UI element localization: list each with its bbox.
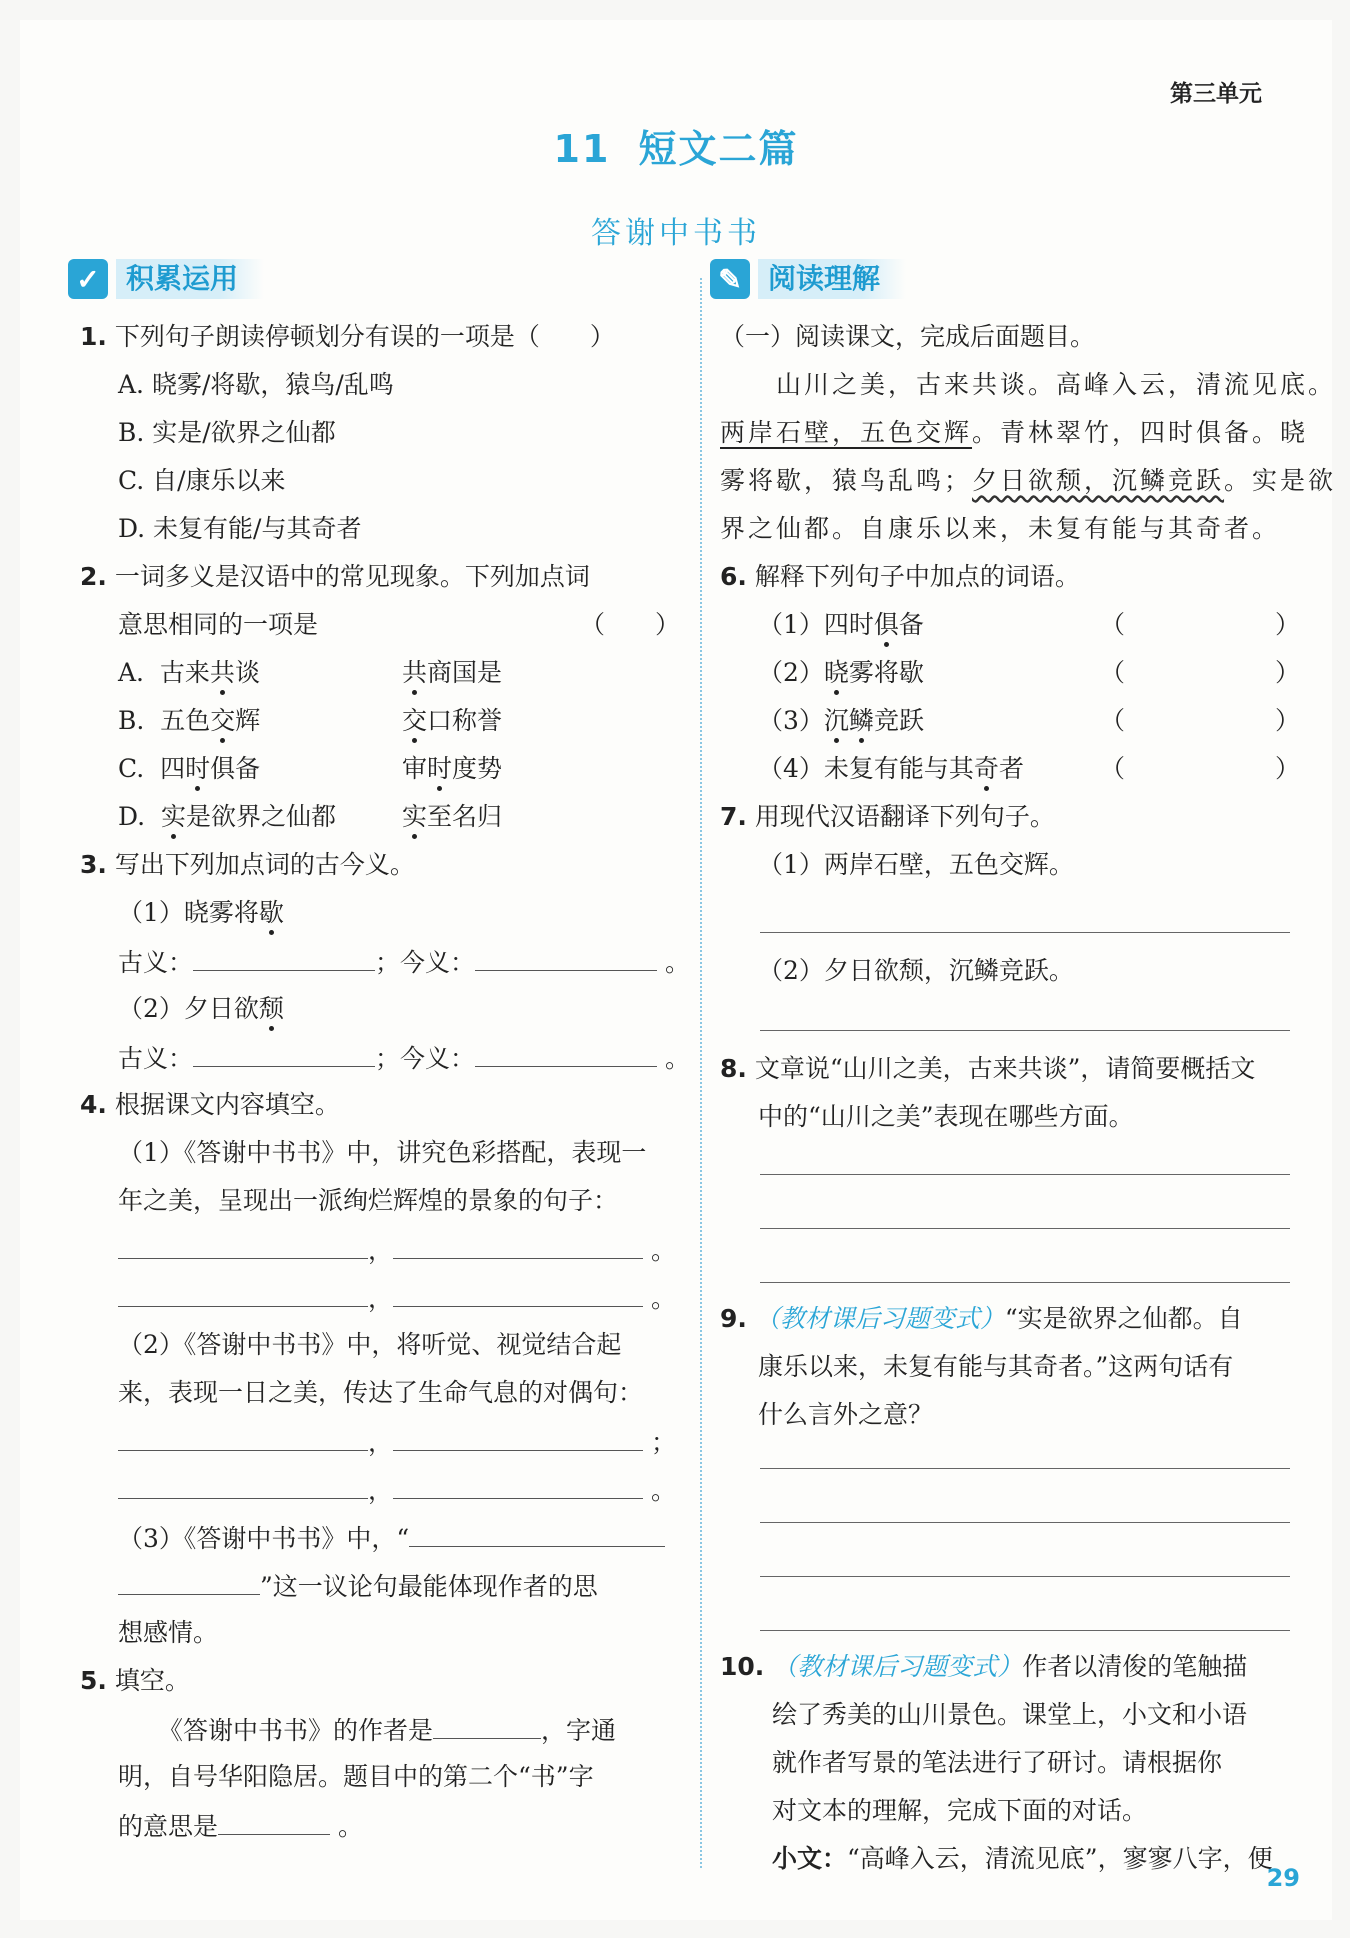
- question-3: 3. 写出下列加点词的古今义。: [80, 850, 415, 879]
- blank-fill[interactable]: [409, 1520, 665, 1547]
- blank-fill[interactable]: [393, 1232, 643, 1259]
- q10-line3: 就作者写景的笔法进行了研讨。请根据你: [772, 1748, 1223, 1777]
- blank-ancient-meaning-1[interactable]: [193, 944, 375, 971]
- blank-fill[interactable]: [118, 1472, 368, 1499]
- q4-part3-line3: 想感情。: [118, 1618, 219, 1647]
- section-header-accumulation: [68, 256, 264, 302]
- answer-line[interactable]: [760, 1522, 1290, 1523]
- q1-option-b[interactable]: B. 实是/欲界之仙都: [118, 418, 336, 447]
- q4-part3-line1: （3）《答谢中书书》中，“: [118, 1520, 665, 1556]
- q2-option-c[interactable]: C. 四时俱备: [118, 754, 261, 783]
- q10-line4: 对文本的理解，完成下面的对话。: [772, 1796, 1148, 1825]
- blank-fill[interactable]: [393, 1424, 643, 1451]
- q8-line2: 中的“山川之美”表现在哪些方面。: [758, 1102, 1134, 1131]
- passage-line-1: 山川之美，古来共谈。高峰入云，清流见底。: [776, 370, 1337, 399]
- q6-answer-paren-4[interactable]: （ ）: [1100, 754, 1301, 783]
- lesson-number: 11: [553, 127, 611, 171]
- reading-intro: （一）阅读课文，完成后面题目。: [720, 322, 1096, 351]
- q4-part1-blanks-2: ， 。: [118, 1280, 676, 1316]
- q2-option-b-compare: 交口称誉: [402, 706, 503, 735]
- q7-item-2: （2）夕日欲颓，沉鳞竞跃。: [758, 956, 1074, 985]
- q6-item-2: （2）晓雾将歇: [758, 658, 924, 687]
- answer-line[interactable]: [760, 1228, 1290, 1229]
- q4-part1-blanks-1: ， 。: [118, 1232, 676, 1268]
- q10-dialogue-line: 小文：“高峰入云，清流见底”，寥寥八字，便: [772, 1844, 1273, 1873]
- section-title: 阅读理解: [758, 259, 906, 299]
- q1-option-a[interactable]: A. 晓雾/将歇，猿鸟/乱鸣: [118, 370, 394, 399]
- unit-label: 第三单元: [1170, 81, 1262, 107]
- answer-line[interactable]: [760, 1030, 1290, 1031]
- blank-ancient-meaning-2[interactable]: [193, 1040, 375, 1067]
- answer-line[interactable]: [760, 1576, 1290, 1577]
- blank-modern-meaning-2[interactable]: [475, 1040, 657, 1067]
- q2-option-c-compare: 审时度势: [402, 754, 503, 783]
- question-7: 7. 用现代汉语翻译下列句子。: [720, 802, 1055, 831]
- question-1: 1. 下列句子朗读停顿划分有误的一项是（ ）: [80, 322, 615, 351]
- checkmark-icon: ✓: [68, 259, 108, 299]
- q2-option-a-compare: 共商国是: [402, 658, 503, 687]
- question-8: 8. 文章说“山川之美，古来共谈”，请简要概括文: [720, 1054, 1256, 1083]
- blank-fill[interactable]: [118, 1232, 368, 1259]
- q4-part2-blanks-2: ， 。: [118, 1472, 676, 1508]
- q6-item-1: （1）四时俱备: [758, 610, 924, 639]
- q6-item-3: （3）沉鳞竞跃: [758, 706, 924, 735]
- blank-meaning[interactable]: [218, 1808, 330, 1835]
- blank-fill[interactable]: [118, 1424, 368, 1451]
- q1-option-c[interactable]: C. 自/康乐以来: [118, 466, 286, 495]
- section-header-reading: [710, 256, 906, 302]
- text-subtitle: 答谢中书书: [591, 216, 761, 251]
- question-9: 9. （教材课后习题变式）“实是欲界之仙都。自: [720, 1304, 1243, 1333]
- blank-fill[interactable]: [118, 1568, 260, 1595]
- q4-part1-line1: （1）《答谢中书书》中，讲究色彩搭配，表现一: [118, 1138, 647, 1167]
- question-10: 10. （教材课后习题变式）作者以清俊的笔触描: [720, 1652, 1248, 1681]
- q5-line3: 的意思是 。: [118, 1808, 363, 1844]
- q3-answer-2: 古义： ；今义： 。: [118, 1040, 690, 1076]
- q2-option-d-compare: 实至名归: [402, 802, 503, 831]
- q4-part2-line1: （2）《答谢中书书》中，将听觉、视觉结合起: [118, 1330, 622, 1359]
- lesson-title: [20, 118, 1332, 173]
- column-divider: [700, 278, 702, 1868]
- q2-option-b[interactable]: B. 五色交辉: [118, 706, 261, 735]
- pencil-icon: ✎: [710, 259, 750, 299]
- blank-fill[interactable]: [393, 1280, 643, 1307]
- q1-option-d[interactable]: D. 未复有能/与其奇者: [118, 514, 362, 543]
- q6-item-4: （4）未复有能与其奇者: [758, 754, 1024, 783]
- q6-answer-paren-3[interactable]: （ ）: [1100, 706, 1301, 735]
- q4-part3-line2: ”这一议论句最能体现作者的思: [118, 1568, 598, 1604]
- q9-line2: 康乐以来，未复有能与其奇者。”这两句话有: [758, 1352, 1234, 1381]
- q2-stem-line2: 意思相同的一项是: [118, 610, 319, 639]
- page-number: 29: [1266, 1864, 1300, 1892]
- passage-line-3: 雾将歇，猿鸟乱鸣；夕日欲颓，沉鳞竞跃。实是欲: [720, 466, 1337, 495]
- answer-line[interactable]: [760, 1468, 1290, 1469]
- q3-item-1: （1）晓雾将歇: [118, 898, 284, 927]
- blank-author[interactable]: [433, 1712, 541, 1739]
- q5-line1: 《答谢中书书》的作者是 ，字通: [158, 1712, 616, 1748]
- q3-item-2: （2）夕日欲颓: [118, 994, 284, 1023]
- q3-answer-1: 古义： ；今义： 。: [118, 944, 690, 980]
- q2-option-d[interactable]: D. 实是欲界之仙都: [118, 802, 337, 831]
- blank-fill[interactable]: [393, 1472, 643, 1499]
- answer-line[interactable]: [760, 1174, 1290, 1175]
- blank-fill[interactable]: [118, 1280, 368, 1307]
- q6-answer-paren-1[interactable]: （ ）: [1100, 610, 1301, 639]
- answer-line[interactable]: [760, 1282, 1290, 1283]
- question-5: 5. 填空。: [80, 1666, 190, 1695]
- answer-line[interactable]: [760, 932, 1290, 933]
- q4-part2-blanks-1: ， ；: [118, 1424, 676, 1460]
- q9-line3: 什么言外之意？: [758, 1400, 934, 1429]
- question-4: 4. 根据课文内容填空。: [80, 1090, 340, 1119]
- answer-line[interactable]: [760, 1630, 1290, 1631]
- question-6: 6. 解释下列句子中加点的词语。: [720, 562, 1080, 591]
- q2-option-a[interactable]: A. 古来共谈: [118, 658, 260, 687]
- lesson-name: 短文二篇: [638, 127, 799, 171]
- q2-answer-paren[interactable]: （ ）: [580, 610, 681, 639]
- q10-line2: 绘了秀美的山川景色。课堂上，小文和小语: [772, 1700, 1248, 1729]
- question-2: 2. 一词多义是汉语中的常见现象。下列加点词: [80, 562, 590, 591]
- section-title: 积累运用: [116, 259, 264, 299]
- q6-answer-paren-2[interactable]: （ ）: [1100, 658, 1301, 687]
- workbook-page: [20, 20, 1337, 1920]
- passage-line-4: 界之仙都。自康乐以来，未复有能与其奇者。: [720, 514, 1281, 543]
- q4-part2-line2: 来，表现一日之美，传达了生命气息的对偶句：: [118, 1378, 644, 1407]
- blank-modern-meaning-1[interactable]: [475, 944, 657, 971]
- q5-line2: 明，自号华阳隐居。题目中的第二个“书”字: [118, 1762, 594, 1791]
- passage-line-2: 两岸石壁，五色交辉。青林翠竹，四时俱备。晓: [720, 418, 1309, 447]
- q4-part1-line2: 年之美，呈现出一派绚烂辉煌的景象的句子：: [118, 1186, 619, 1215]
- q7-item-1: （1）两岸石壁，五色交辉。: [758, 850, 1074, 879]
